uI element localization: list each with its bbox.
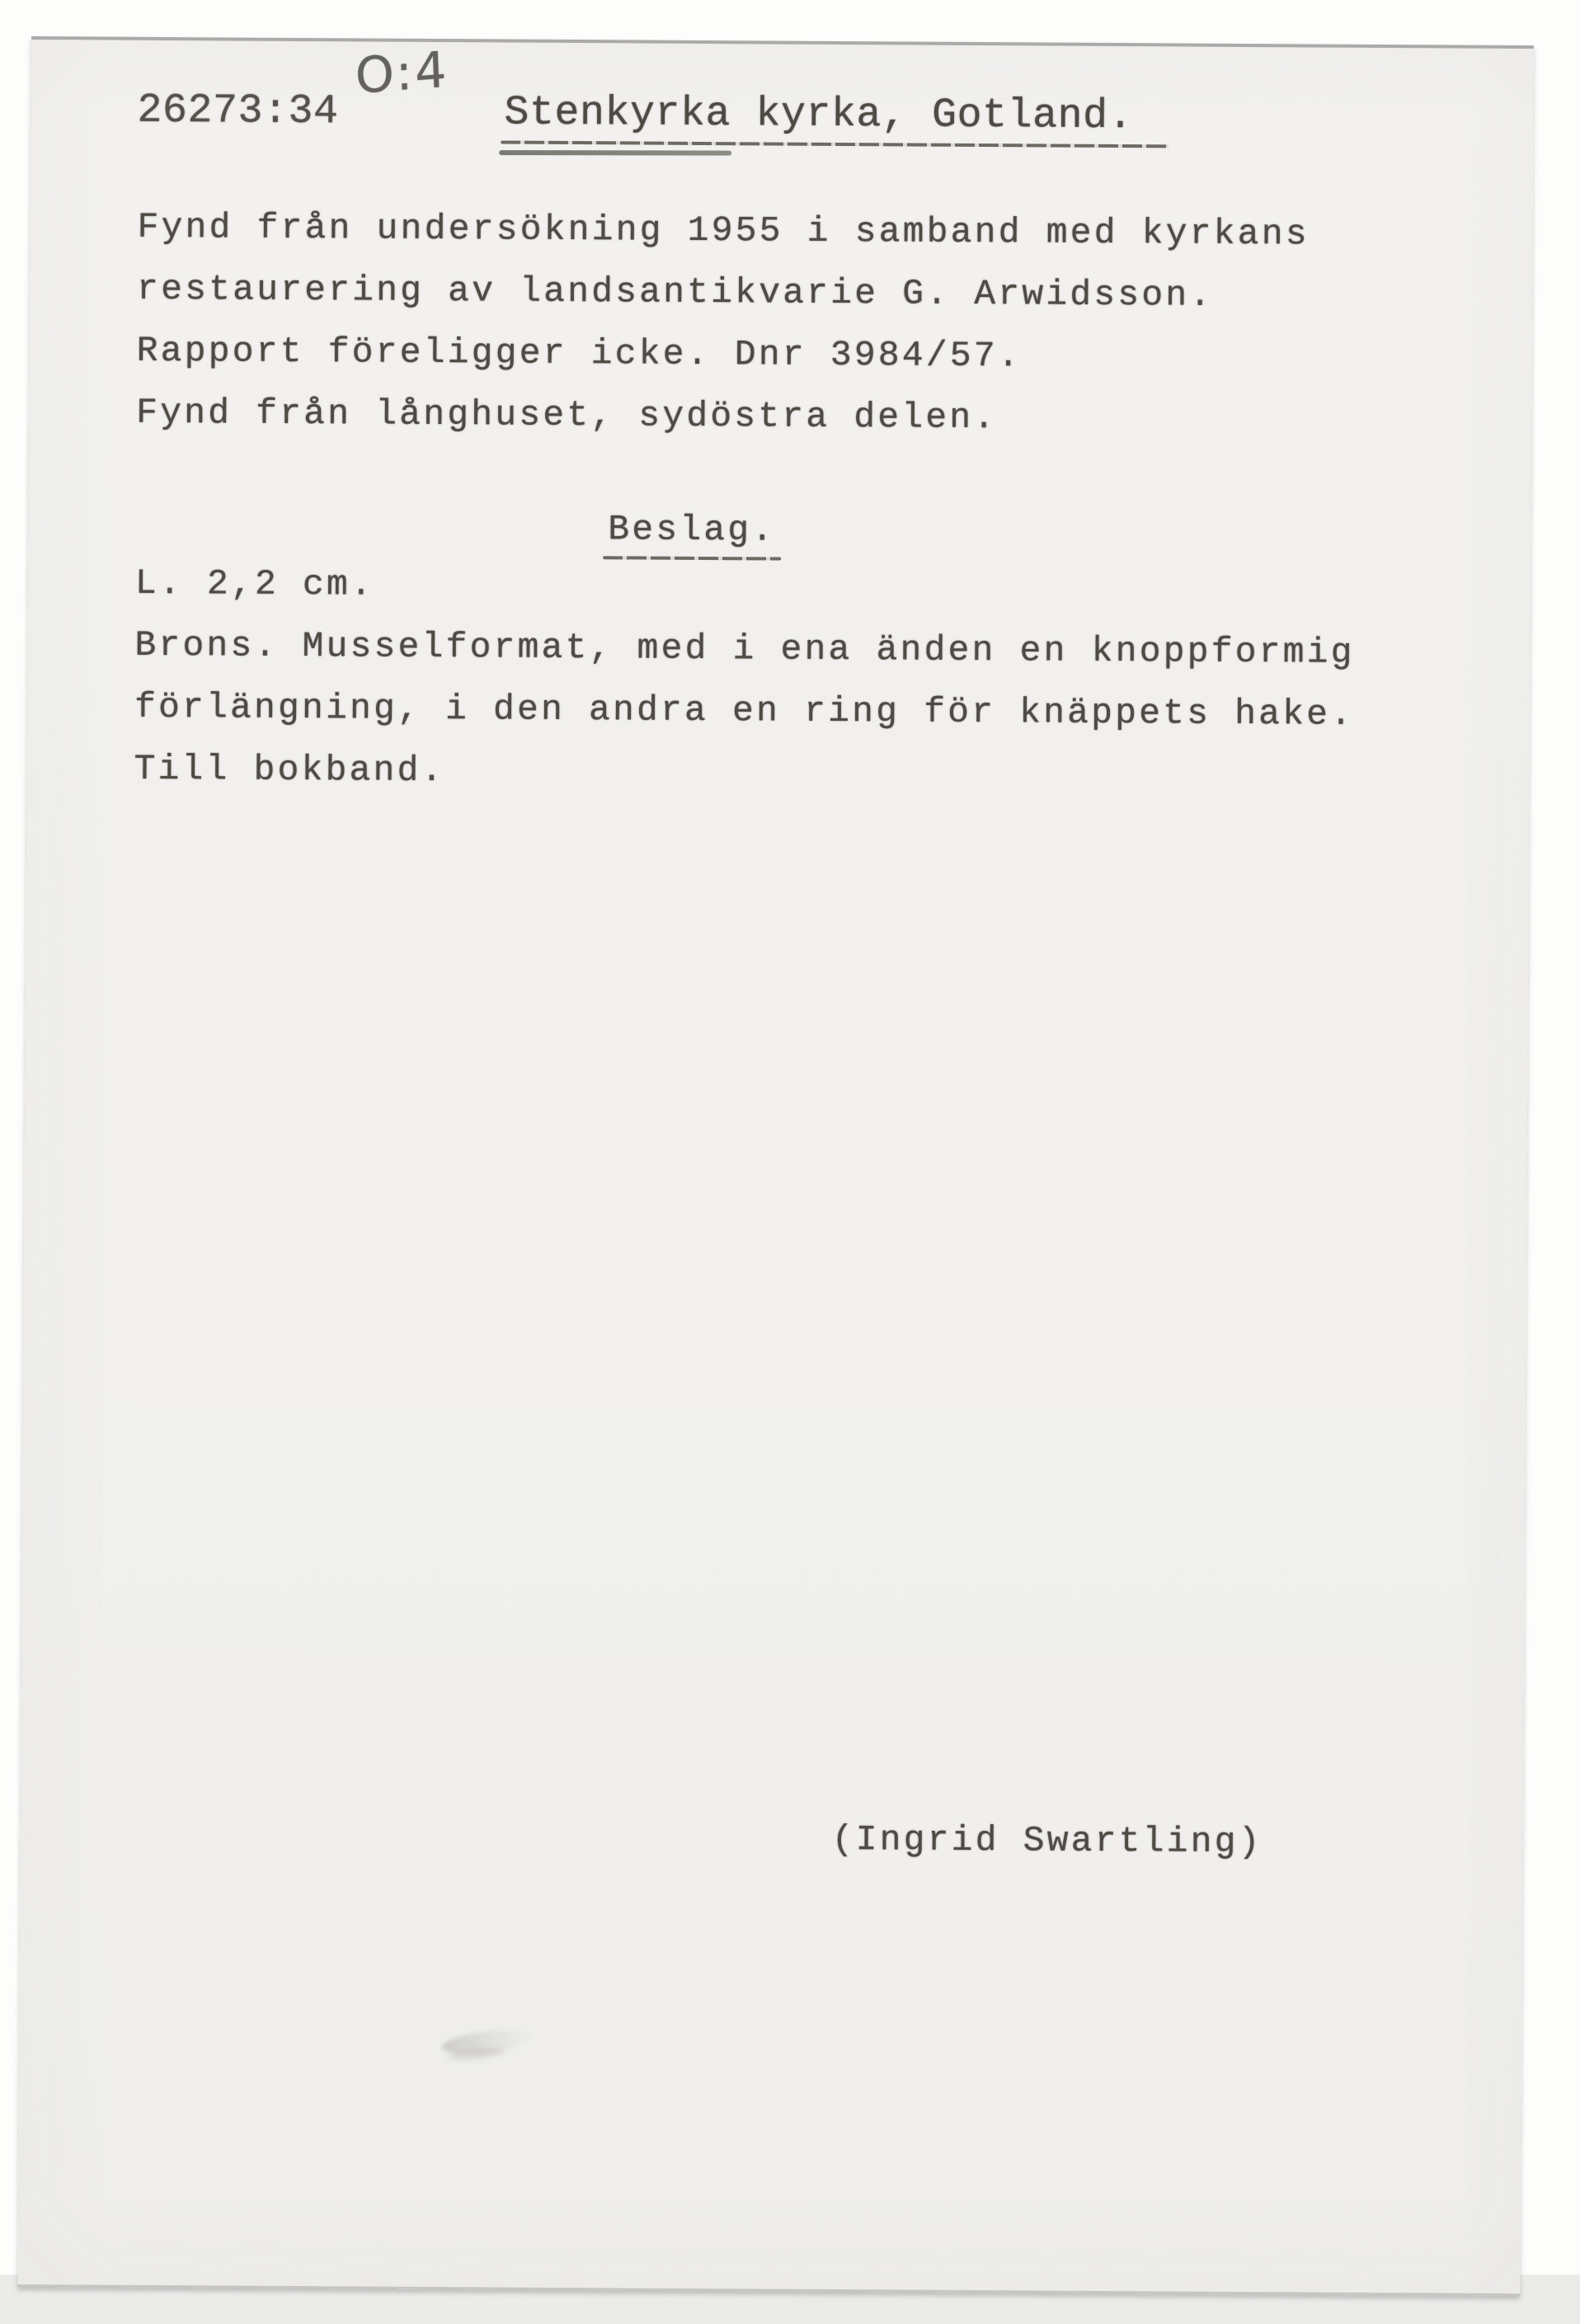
- archive-card: [17, 36, 1534, 2296]
- inventory-number: 26273:34: [137, 87, 339, 136]
- title-underline: [501, 140, 1169, 148]
- section-line-4: Till bokband.: [134, 748, 445, 792]
- intro-line-3: Rapport föreligger icke. Dnr 3984/57.: [136, 330, 1022, 377]
- signature-line: (Ingrid Swartling): [831, 1818, 1263, 1863]
- section-line-2: Brons. Musselformat, med i ena änden en knoppformig: [134, 624, 1355, 673]
- section-line-1: L. 2,2 cm.: [134, 562, 375, 605]
- handwritten-annotation: O:4: [354, 40, 450, 106]
- pencil-smudge: [440, 2026, 533, 2058]
- section-heading: Beslag.: [608, 509, 776, 551]
- section-line-3: förlängning, i den andra en ring för knäppets hake.: [134, 686, 1355, 735]
- intro-line-4: Fynd från långhuset, sydöstra delen.: [136, 392, 998, 439]
- intro-line-2: restaurering av landsantikvarie G. Arwidsson.: [136, 268, 1214, 316]
- section-heading-underline: [603, 556, 781, 560]
- intro-line-1: Fynd från undersökning 1955 i samband med kyrkans: [137, 206, 1310, 255]
- card-title: Stenkyrka kyrka, Gotland.: [504, 89, 1134, 141]
- title-underline-secondary: [499, 150, 731, 155]
